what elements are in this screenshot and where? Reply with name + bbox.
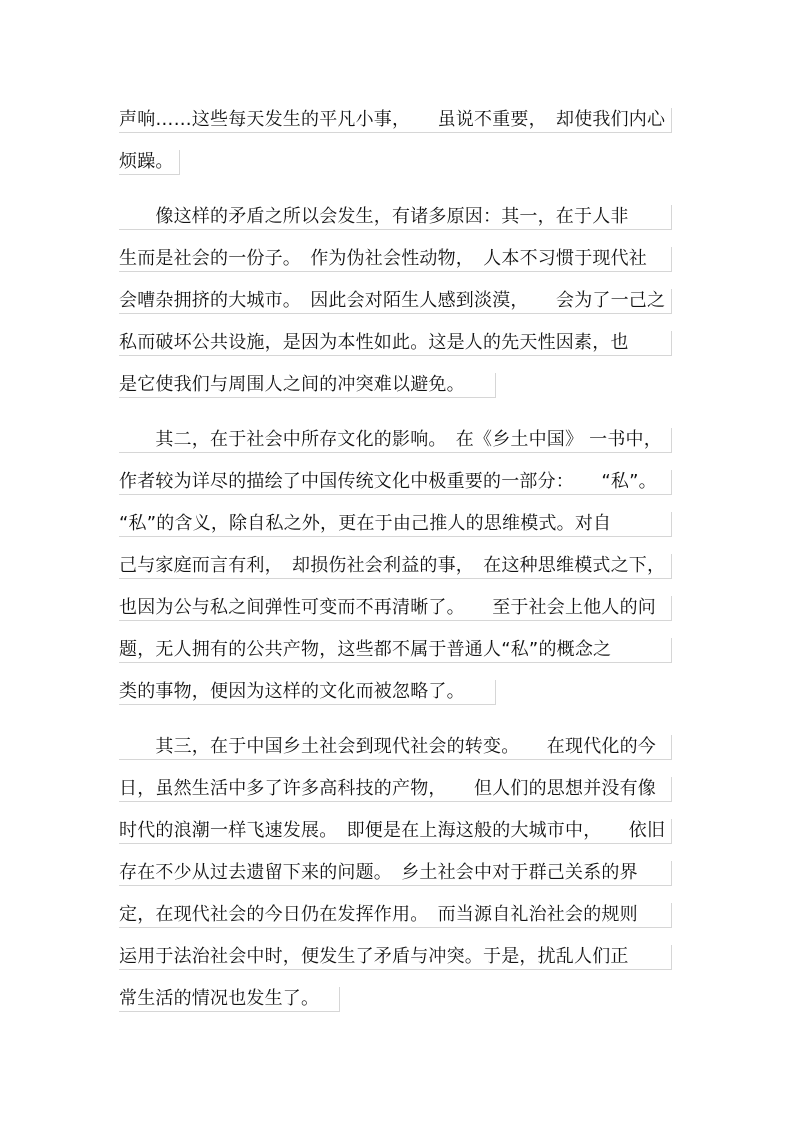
text-line: 类的事物，便因为这样的文化而被忽略了。 (119, 680, 496, 705)
text-line: 其二，在于社会中所存文化的影响。 在《乡土中国》 一书中， (119, 428, 672, 453)
text-line: 作者较为详尽的描绘了中国传统文化中极重要的一部分： “私”。 (119, 470, 672, 495)
text-line: 运用于法治社会中时，便发生了矛盾与冲突。于是，扰乱人们正 (119, 945, 672, 970)
text-line: 常生活的情况也发生了。 (119, 987, 340, 1012)
text-line: 烦躁。 (119, 150, 180, 175)
text-line: 日，虽然生活中多了许多高科技的产物， 但人们的思想并没有像 (119, 777, 672, 802)
text-line: 会嘈杂拥挤的大城市。 因此会对陌生人感到淡漠， 会为了一己之 (119, 289, 672, 314)
text-line: 题，无人拥有的公共产物，这些都不属于普通人“私”的概念之 (119, 638, 672, 663)
text-line: “私”的含义，除自私之外，更在于由己推人的思维模式。对自 (119, 512, 672, 537)
text-line: 时代的浪潮一样飞速发展。 即便是在上海这般的大城市中， 依旧 (119, 819, 672, 844)
text-line: 定，在现代社会的今日仍在发挥作用。 而当源自礼治社会的规则 (119, 903, 672, 928)
text-line: 私而破坏公共设施，是因为本性如此。这是人的先天性因素，也 (119, 331, 672, 356)
text-line: 也因为公与私之间弹性可变而不再清晰了。 至于社会上他人的问 (119, 596, 672, 621)
text-line: 其三，在于中国乡土社会到现代社会的转变。 在现代化的今 (119, 735, 672, 760)
text-line: 存在不少从过去遗留下来的问题。 乡土社会中对于群己关系的界 (119, 861, 672, 886)
text-line: 是它使我们与周围人之间的冲突难以避免。 (119, 373, 496, 398)
text-line: 声响……这些每天发生的平凡小事， 虽说不重要， 却使我们内心 (119, 108, 672, 133)
text-line: 己与家庭而言有利， 却损伤社会利益的事， 在这种思维模式之下， (119, 554, 672, 579)
text-line: 像这样的矛盾之所以会发生，有诸多原因：其一，在于人非 (119, 205, 672, 230)
text-line: 生而是社会的一份子。 作为伪社会性动物， 人本不习惯于现代社 (119, 247, 672, 272)
